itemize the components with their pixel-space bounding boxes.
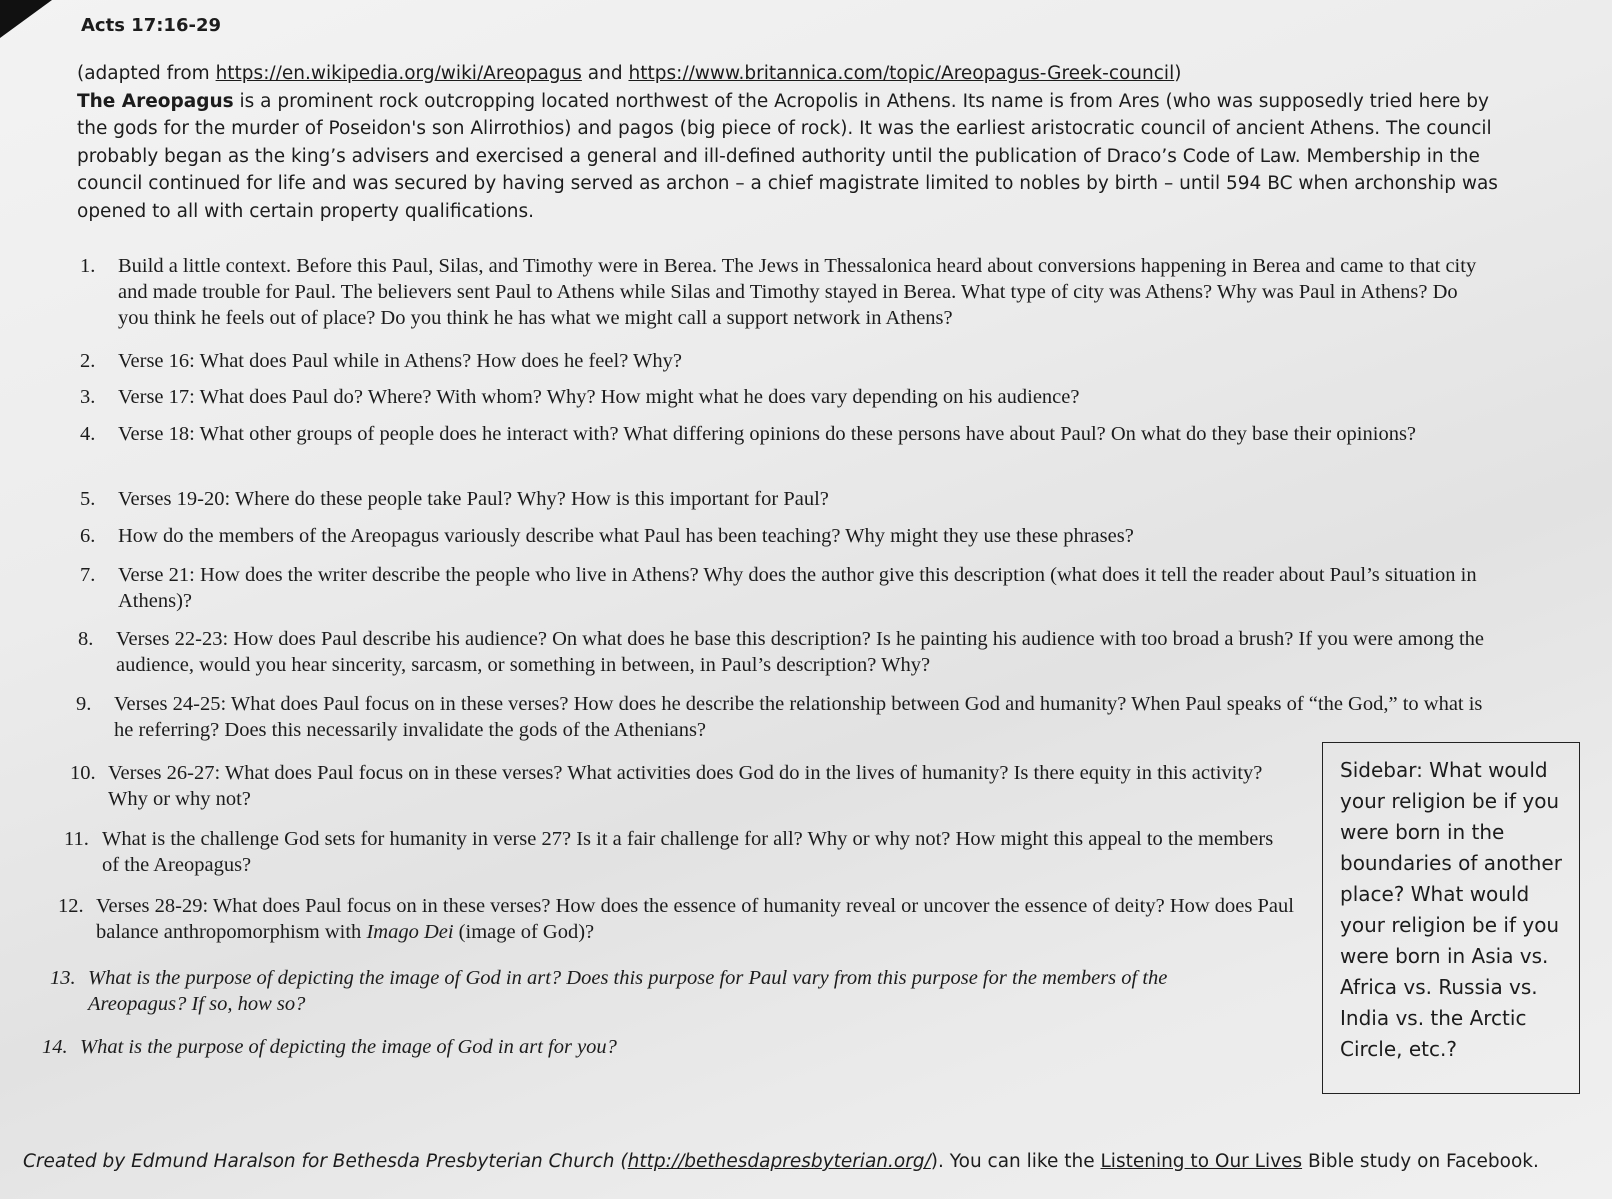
and-text: and [581, 63, 629, 84]
question-text: What is the purpose of depicting the image of God in art? Does this purpose for Paul vary from this purpose for the members of the Areopagus? If so, how so? [88, 967, 1168, 1015]
footer-suffix: Bible study on Facebook. [1302, 1151, 1539, 1172]
question-item [70, 760, 1278, 812]
question-text: Verses 24-25: What does Paul focus on in these verses? How does he describe the relationship between God and humanity? When Paul speaks of “the God,” to what is he referring? Does this necessarily invalidate the gods of the Athenians? [114, 693, 1483, 741]
question-item [78, 626, 1488, 678]
question-number: 10. [70, 762, 96, 784]
adapted-suffix: ) [1174, 63, 1182, 84]
question-text: Verse 18: What other groups of people does he interact with? What differing opinions do these persons have about Paul? On what do they base their opinions? [118, 423, 1417, 445]
question-number: 9. [76, 693, 92, 715]
question-number: 1. [80, 255, 96, 277]
question-text: Verse 16: What does Paul while in Athens? How does he feel? Why? [118, 350, 682, 372]
photo-corner-shadow [0, 0, 52, 38]
question-text: Verses 26-27: What does Paul focus on in these verses? What activities does God do in the lives of humanity? Is there equity in this activity? Why or why not? [108, 762, 1263, 810]
adapted-prefix: (adapted from [77, 63, 216, 84]
question-text: Verse 21: How does the writer describe the people who live in Athens? Why does the author give this description (what does it tell the reader about Paul’s situation in Athens)? [118, 564, 1477, 612]
question-number: 8. [78, 628, 94, 650]
question-text: What is the challenge God sets for humanity in verse 27? Is it a fair challenge for all? Why or why not? How might this appeal to the members of the Areopagus? [102, 828, 1274, 876]
question-item [50, 965, 1248, 1017]
question-item [80, 348, 1478, 374]
question-number: 7. [80, 564, 96, 586]
wikipedia-link[interactable]: https://en.wikipedia.org/wiki/Areopagus [215, 63, 582, 84]
question-number: 4. [80, 423, 96, 445]
question-item [42, 1034, 1240, 1060]
question-item [80, 562, 1488, 614]
question-text: Verses 22-23: How does Paul describe his audience? On what does he base this description? Is he painting his audience with too broad a brush? If you were among the audience, would you hear sincerity, sarcasm, or something in between, in Paul’s description? Why? [116, 628, 1485, 676]
church-website-link[interactable]: http://bethesdapresbyterian.org/ [627, 1151, 931, 1172]
question-text: Verse 17: What does Paul do? Where? With whom? Why? How might what he does vary depending on his audience? [118, 386, 1080, 408]
page-title: Acts 17:16-29 [81, 15, 222, 36]
question-number: 5. [80, 488, 96, 510]
question-text-b: (image of God)? [453, 921, 595, 943]
sidebar-text: Sidebar: What would your religion be if you were born in the boundaries of another place? What would your religion be if you were born in Asia vs. Africa vs. Russia vs. India vs. the Arctic Circle, etc.? [1340, 758, 1562, 1061]
question-number: 3. [80, 386, 96, 408]
question-text: What is the purpose of depicting the image of God in art for you? [80, 1036, 617, 1058]
question-item [80, 486, 1478, 512]
question-number: 14. [42, 1036, 68, 1058]
question-number: 12. [58, 895, 84, 917]
intro-body: is a prominent rock outcropping located northwest of the Acropolis in Athens. Its name is from Ares (who was supposedly tried here by the gods for the murder of Poseidon's son Alirrothios) and pagos (big piece of rock). It was the earliest aristocratic council of ancient Athens. The council probably began as the king’s advisers and exercised a general and ill-defined authority until the publication of Draco’s Code of Law. Membership in the council continued for life and was secured by having served as archon – a chief magistrate limited to nobles by birth – until 594 BC when archonship was opened to all with certain property qualifications. [77, 90, 1498, 222]
britannica-link[interactable]: https://www.britannica.com/topic/Areopagus-Greek-council [628, 63, 1175, 84]
question-item [80, 253, 1478, 331]
question-item [64, 826, 1292, 878]
footer-prefix: Created by Edmund Haralson for Bethesda Presbyterian Church ( [23, 1151, 628, 1172]
question-item [80, 523, 1478, 549]
question-number: 6. [80, 525, 96, 547]
footer [23, 1151, 1603, 1172]
question-text: How do the members of the Areopagus variously describe what Paul has been teaching? Why might they use these phrases? [118, 525, 1134, 547]
footer-middle: ). You can like the [930, 1151, 1101, 1172]
areopagus-term: The Areopagus [77, 90, 234, 112]
question-item [80, 384, 1478, 410]
question-item [58, 893, 1302, 945]
question-number: 13. [50, 967, 76, 989]
question-text-a: Verses 28-29: What does Paul focus on in these verses? How does the essence of humanity reveal or uncover the essence of deity? How does Paul balance anthropomorphism with [96, 895, 1294, 943]
question-item [76, 691, 1490, 743]
question-number: 11. [64, 828, 89, 850]
question-text: Verses 19-20: Where do these people take Paul? Why? How is this important for Paul? [118, 488, 829, 510]
bible-study-link[interactable]: Listening to Our Lives [1100, 1151, 1303, 1172]
imago-dei-italic: Imago Dei [366, 921, 454, 943]
question-text: Build a little context. Before this Paul, Silas, and Timothy were in Berea. The Jews in Thessalonica heard about conversions happening in Berea and came to that city and made trouble for Paul. The believers sent Paul to Athens while Silas and Timothy stayed in Berea. What type of city was Athens? Why was Paul in Athens? Do you think he feels out of place? Do you think he has what we might call a support network in Athens? [118, 255, 1477, 329]
sidebar-box [1322, 742, 1580, 1094]
question-item [80, 421, 1488, 447]
intro-paragraph [77, 60, 1507, 225]
question-number: 2. [80, 350, 96, 372]
